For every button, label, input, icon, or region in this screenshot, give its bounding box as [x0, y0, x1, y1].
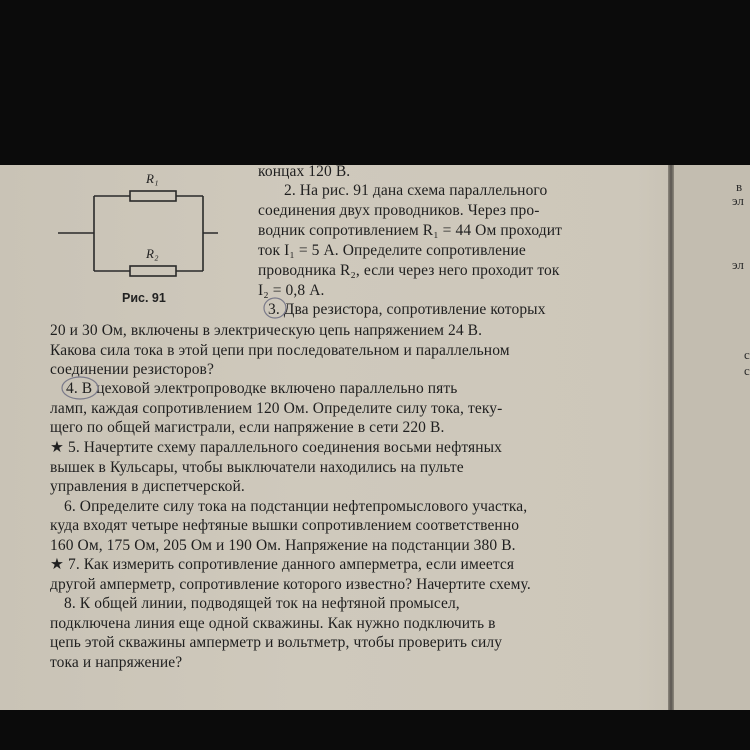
- text-line: щего по общей магистрали, если напряжение в сети 220 В.: [50, 419, 445, 436]
- text-line: тока и напряжение?: [50, 654, 183, 671]
- resistor-r1-symbol: [130, 191, 176, 201]
- text-line: 3. Два резистора, сопротивление которых: [268, 301, 546, 318]
- adjacent-page: [674, 165, 750, 710]
- r2-label: R₂: [146, 246, 159, 261]
- r1-label: R₁: [146, 171, 159, 186]
- text-line: I₂ = 0,8 А.: [258, 282, 325, 299]
- text-line: ток I₁ = 5 А. Определите сопротивление: [258, 242, 526, 259]
- pen-circle-mark: [262, 296, 288, 320]
- adjacent-text-fragment: в: [736, 179, 743, 194]
- text-line: соединения двух проводников. Через про-: [258, 202, 540, 219]
- text-line: 20 и 30 Ом, включены в электрическую цепь напряжением 24 В.: [50, 322, 483, 339]
- text-line: другой амперметр, сопротивление которого известно? Начертите схему.: [50, 576, 531, 593]
- figure-caption: Рис. 91: [122, 291, 166, 305]
- text-line: соединении резисторов?: [50, 361, 214, 378]
- text-line: 6. Определите силу тока на подстанции нефтепромыслового участка,: [64, 498, 528, 515]
- text-line: водник сопротивлением R₁ = 44 Ом проходит: [258, 222, 562, 239]
- text-line: цепь этой скважины амперметр и вольтметр, чтобы проверить силу: [50, 634, 503, 651]
- text-line: управления в диспетчерской.: [50, 478, 245, 495]
- text-line: проводника R₂, если через него проходит ток: [258, 262, 560, 279]
- text-line: 8. К общей линии, подводящей ток на нефтяной промысел,: [64, 595, 460, 612]
- text-line: ★ 5. Начертите схему параллельного соединения восьми нефтяных: [50, 439, 503, 456]
- parallel-circuit-diagram: [58, 165, 218, 290]
- adjacent-text-fragment: с: [744, 347, 750, 362]
- text-line: 160 Ом, 175 Ом, 205 Ом и 190 Ом. Напряжение на подстанции 380 В.: [50, 537, 516, 554]
- textbook-page: [0, 165, 750, 710]
- text-line: вышек в Кульсары, чтобы выключатели находились на пульте: [50, 459, 464, 476]
- text-line: 2. На рис. 91 дана схема параллельного: [284, 182, 548, 199]
- text-line: подключена линия еще одной скважины. Как нужно подключить в: [50, 615, 496, 632]
- adjacent-text-fragment: эл: [732, 257, 744, 272]
- text-line: куда входят четыре нефтяные вышки сопротивлением соответственно: [50, 517, 520, 534]
- text-line: ★ 7. Как измерить сопротивление данного амперметра, если имеется: [50, 556, 515, 573]
- text-line: Какова сила тока в этой цепи при последовательном и параллельном: [50, 342, 510, 359]
- text-line: ламп, каждая сопротивлением 120 Ом. Определите силу тока, теку-: [50, 400, 503, 417]
- text-line: 4. В цеховой электропроводке включено параллельно пять: [66, 380, 458, 397]
- resistor-r2-symbol: [130, 266, 176, 276]
- pen-circle-mark: [60, 375, 100, 401]
- adjacent-text-fragment: эл: [732, 193, 744, 208]
- text-line: концах 120 В.: [258, 165, 351, 180]
- adjacent-text-fragment: с: [744, 363, 750, 378]
